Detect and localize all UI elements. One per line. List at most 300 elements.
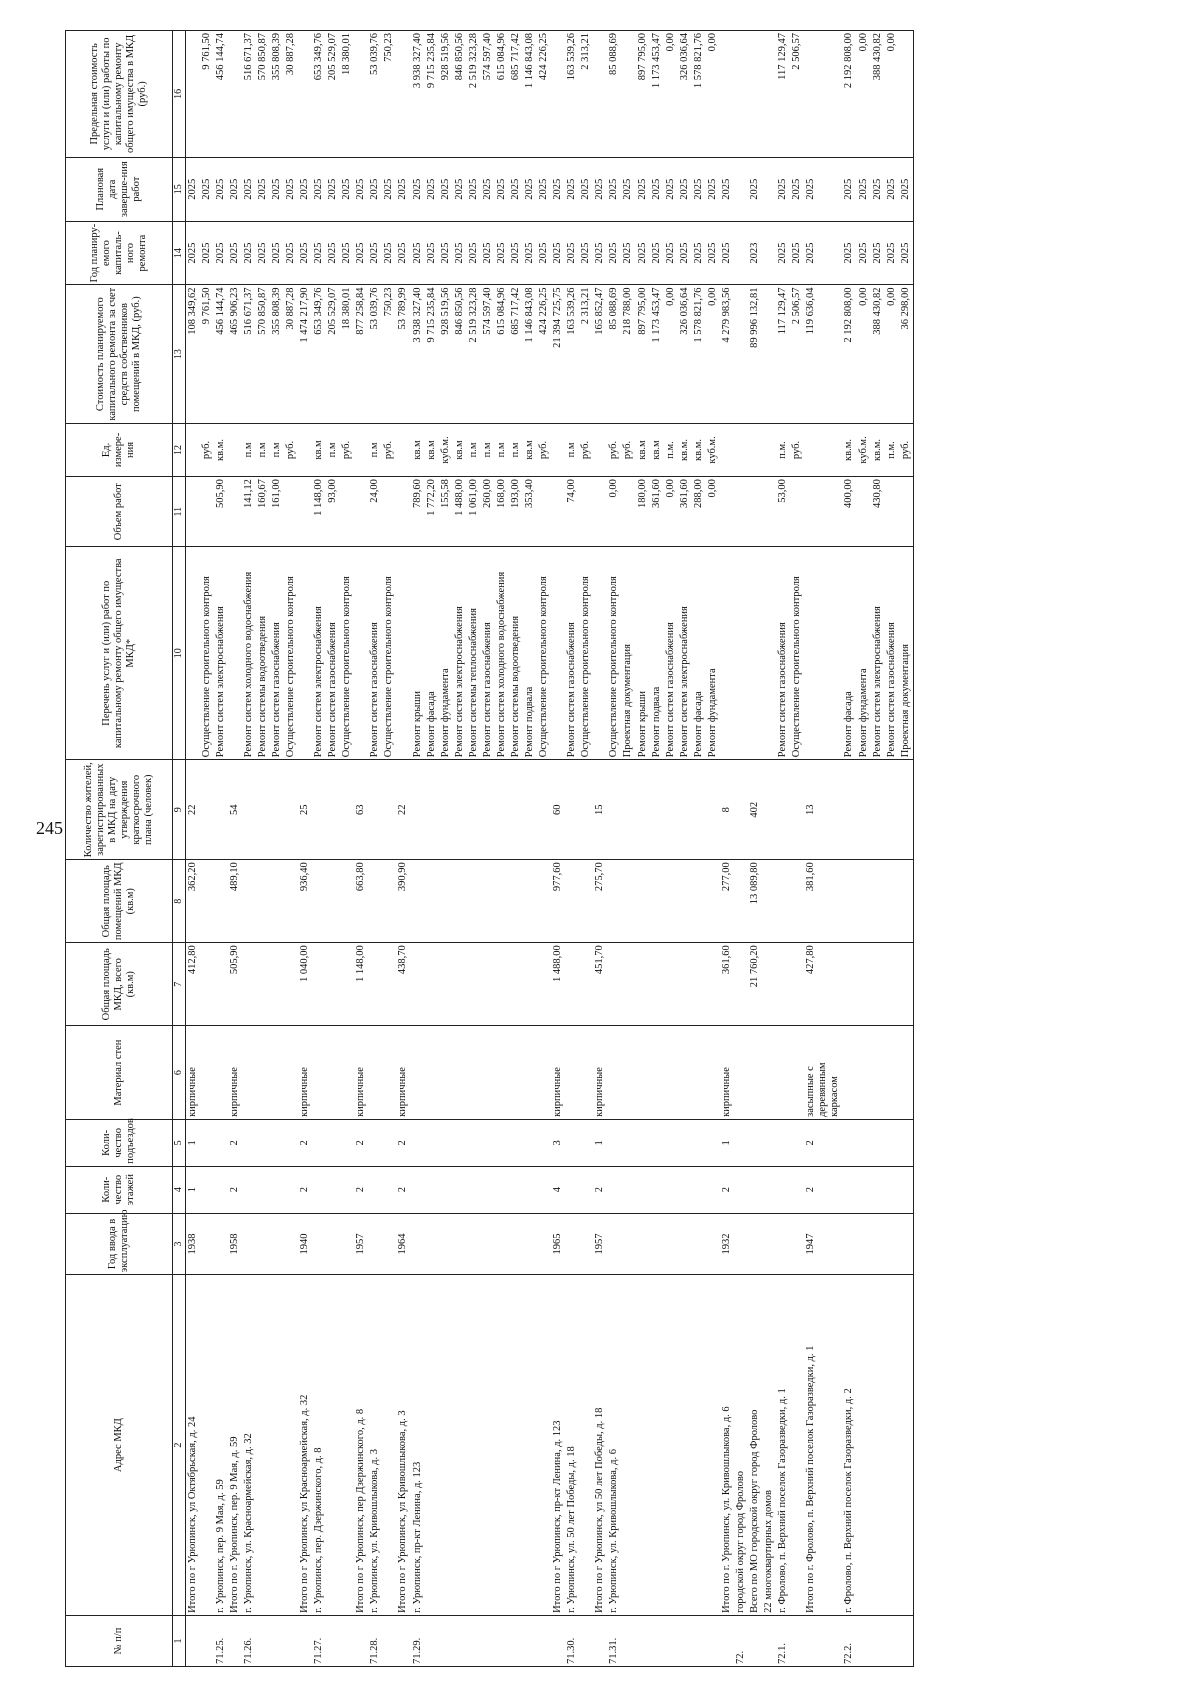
- table-cell: [804, 477, 842, 547]
- table-cell: [664, 1275, 678, 1616]
- table-row: [579, 31, 593, 1667]
- table-cell: 326 036,64: [678, 285, 692, 423]
- table-cell: 2025: [678, 157, 692, 221]
- table-cell: [228, 1615, 242, 1666]
- table-cell: 2025: [298, 157, 312, 221]
- table-cell: 1 040,00: [298, 943, 312, 1026]
- table-cell: [284, 760, 298, 860]
- table-cell: [706, 1026, 720, 1120]
- table-cell: Итого по г Урюпинск, пр-кт Ленина, д. 123: [551, 1275, 565, 1616]
- table-cell: [312, 1026, 326, 1120]
- table-cell: [256, 943, 270, 1026]
- column-number: 5: [173, 1119, 186, 1166]
- table-cell: [734, 1213, 748, 1275]
- table-cell: [425, 1275, 439, 1616]
- table-cell: [692, 1119, 706, 1166]
- table-cell: [298, 423, 312, 476]
- table-cell: 8: [720, 760, 734, 860]
- table-cell: 1965: [551, 1213, 565, 1275]
- table-cell: Ремонт систем газоснабжения: [565, 547, 579, 760]
- table-cell: [270, 943, 284, 1026]
- table-row: [368, 31, 382, 1667]
- table-cell: Итого по г Урюпинск, ул Кривошлыкова, д. 3: [396, 1275, 410, 1616]
- table-cell: [790, 1026, 804, 1120]
- table-cell: Ремонт фундамента: [706, 547, 720, 760]
- table-cell: 2025: [523, 157, 537, 221]
- table-cell: [734, 1166, 748, 1213]
- table-cell: 0,00: [664, 477, 678, 547]
- table-cell: 2 506,57: [790, 285, 804, 423]
- table-cell: [678, 1275, 692, 1616]
- table-cell: 2025: [720, 157, 734, 221]
- table-cell: [565, 760, 579, 860]
- table-cell: п.м: [467, 423, 481, 476]
- table-cell: 36 298,00: [899, 285, 914, 423]
- table-cell: п.м: [495, 423, 509, 476]
- table-cell: [495, 1026, 509, 1120]
- table-cell: [396, 31, 410, 158]
- table-row: [551, 31, 565, 1667]
- table-row: [200, 31, 214, 1667]
- table-cell: [678, 1615, 692, 1666]
- column-header: Материал стен: [66, 1026, 173, 1120]
- table-cell: 1 146 843,08: [523, 31, 537, 158]
- column-number: 2: [173, 1275, 186, 1616]
- column-header: Коли-чество этажей: [66, 1166, 173, 1213]
- table-cell: 2025: [439, 157, 453, 221]
- table-cell: [871, 860, 885, 943]
- table-cell: 2025: [842, 157, 856, 221]
- table-cell: [790, 1213, 804, 1275]
- table-cell: [565, 1166, 579, 1213]
- table-cell: 2025: [804, 157, 842, 221]
- table-cell: [270, 760, 284, 860]
- table-cell: [495, 860, 509, 943]
- table-cell: г. Урюпинск, ул. Кривошлыкова, д. 3: [368, 1275, 382, 1616]
- table-cell: [551, 31, 565, 158]
- table-cell: 30 887,28: [284, 31, 298, 158]
- table-cell: 1958: [228, 1213, 242, 1275]
- table-cell: 2025: [885, 157, 899, 221]
- table-cell: Ремонт систем газоснабжения: [368, 547, 382, 760]
- table-cell: [899, 1213, 914, 1275]
- table-cell: [411, 1166, 425, 1213]
- table-cell: [439, 1615, 453, 1666]
- table-cell: 2025: [284, 157, 298, 221]
- table-cell: 2025: [382, 157, 396, 221]
- table-cell: [340, 1213, 354, 1275]
- table-cell: [607, 1166, 621, 1213]
- table-cell: Ремонт систем холодного водоснабжения: [242, 547, 256, 760]
- table-cell: [242, 1166, 256, 1213]
- table-row: [621, 31, 635, 1667]
- table-cell: п.м: [326, 423, 340, 476]
- table-cell: [340, 1275, 354, 1616]
- column-number: 9: [173, 760, 186, 860]
- table-cell: Ремонт систем газоснабжения: [776, 547, 790, 760]
- table-cell: [790, 1119, 804, 1166]
- table-cell: Ремонт фасада: [842, 547, 856, 760]
- table-cell: [256, 760, 270, 860]
- table-header: [66, 31, 186, 1667]
- table-row: [453, 31, 467, 1667]
- table-cell: [790, 1166, 804, 1213]
- table-cell: 1: [720, 1119, 734, 1166]
- table-cell: [382, 1615, 396, 1666]
- column-number: 11: [173, 477, 186, 547]
- table-cell: 2025: [857, 157, 871, 221]
- table-cell: Ремонт систем электроснабжения: [312, 547, 326, 760]
- table-cell: п.м.: [664, 423, 678, 476]
- table-cell: г. Урюпинск, пр-кт Ленина, д. 123: [411, 1275, 425, 1616]
- table-cell: [368, 860, 382, 943]
- table-cell: [776, 760, 790, 860]
- table-cell: [453, 1213, 467, 1275]
- table-cell: 2: [298, 1166, 312, 1213]
- column-number: 13: [173, 285, 186, 423]
- table-cell: [636, 1026, 650, 1120]
- table-cell: [748, 1119, 762, 1166]
- table-cell: 2025: [340, 221, 354, 285]
- table-cell: 2025: [411, 157, 425, 221]
- table-cell: п.м: [565, 423, 579, 476]
- table-cell: [790, 860, 804, 943]
- table-cell: [899, 1119, 914, 1166]
- table-cell: [593, 423, 607, 476]
- table-cell: [579, 1615, 593, 1666]
- table-cell: кв.м.: [692, 423, 706, 476]
- table-cell: г. Фролово, п. Верхний поселок Газоразведки, д. 2: [842, 1275, 856, 1616]
- table-cell: 2025: [256, 157, 270, 221]
- table-cell: [368, 1166, 382, 1213]
- table-cell: 456 144,74: [214, 31, 228, 158]
- table-cell: [692, 1615, 706, 1666]
- table-cell: [664, 1119, 678, 1166]
- table-cell: 2: [354, 1166, 368, 1213]
- table-cell: [885, 760, 899, 860]
- column-header: Количество жителей, зарегистрированных в МКД на дату утверждения краткосрочного плана (человек): [66, 760, 173, 860]
- table-cell: [284, 1026, 298, 1120]
- table-cell: [871, 1275, 885, 1616]
- table-row: [650, 31, 664, 1667]
- column-header: Стоимость планируемого капитального ремонта за счет средств собственников помещений в МКД, (руб.): [66, 285, 173, 423]
- table-cell: 260,00: [481, 477, 495, 547]
- table-cell: [804, 1615, 842, 1666]
- table-cell: [692, 1026, 706, 1120]
- table-cell: [593, 31, 607, 158]
- table-cell: 3 938 327,40: [411, 31, 425, 158]
- table-cell: 2025: [411, 221, 425, 285]
- table-cell: [270, 1119, 284, 1166]
- table-cell: [871, 1119, 885, 1166]
- table-cell: [242, 1213, 256, 1275]
- table-row: [495, 31, 509, 1667]
- table-cell: 9 761,50: [200, 285, 214, 423]
- table-cell: [899, 1615, 914, 1666]
- table-cell: [664, 1166, 678, 1213]
- table-cell: п.м: [509, 423, 523, 476]
- table-cell: кирпичные: [720, 1026, 734, 1120]
- table-cell: [354, 547, 368, 760]
- table-cell: Ремонт крыши: [636, 547, 650, 760]
- table-cell: [481, 760, 495, 860]
- table-cell: Ремонт систем газоснабжения: [326, 547, 340, 760]
- table-cell: [495, 943, 509, 1026]
- table-cell: [368, 1213, 382, 1275]
- table-cell: [593, 1615, 607, 1666]
- table-cell: [804, 547, 842, 760]
- table-cell: [706, 1119, 720, 1166]
- table-cell: 2: [228, 1119, 242, 1166]
- table-cell: [664, 943, 678, 1026]
- table-cell: [804, 423, 842, 476]
- table-cell: [509, 1119, 523, 1166]
- table-cell: [523, 943, 537, 1026]
- table-cell: [425, 1119, 439, 1166]
- table-cell: [340, 1166, 354, 1213]
- table-cell: [842, 1213, 856, 1275]
- table-cell: 2025: [425, 221, 439, 285]
- table-cell: [242, 860, 256, 943]
- table-cell: Ремонт системы водоотведения: [509, 547, 523, 760]
- table-cell: [368, 1119, 382, 1166]
- table-cell: 2025: [621, 157, 635, 221]
- table-cell: [523, 1275, 537, 1616]
- table-cell: [842, 1166, 856, 1213]
- table-cell: Ремонт подвала: [523, 547, 537, 760]
- table-cell: [762, 31, 776, 158]
- table-cell: [565, 943, 579, 1026]
- table-cell: [776, 1026, 790, 1120]
- table-cell: Всего по МО городской округ город Фролово: [748, 1275, 762, 1616]
- table-cell: Проектная документация: [899, 547, 914, 760]
- table-row: [762, 31, 776, 1667]
- table-cell: [537, 1166, 551, 1213]
- table-cell: 9 761,50: [200, 31, 214, 158]
- table-cell: [692, 1213, 706, 1275]
- table-cell: [425, 1026, 439, 1120]
- table-cell: [200, 1166, 214, 1213]
- table-cell: 2025: [871, 157, 885, 221]
- table-cell: Ремонт фундамента: [857, 547, 871, 760]
- table-cell: 2025: [509, 221, 523, 285]
- table-row: [899, 31, 914, 1667]
- table-cell: [706, 1166, 720, 1213]
- column-header: Ед. измере-ния: [66, 423, 173, 476]
- column-number: 7: [173, 943, 186, 1026]
- table-body: [185, 31, 913, 1667]
- table-cell: Ремонт систем газоснабжения: [885, 547, 899, 760]
- table-cell: [214, 943, 228, 1026]
- table-cell: 489,10: [228, 860, 242, 943]
- table-cell: руб.: [899, 423, 914, 476]
- table-cell: [425, 1615, 439, 1666]
- capital-repair-table: [65, 30, 914, 1667]
- column-number: 3: [173, 1213, 186, 1275]
- table-cell: [790, 477, 804, 547]
- table-cell: [481, 1275, 495, 1616]
- table-cell: 2025: [185, 157, 200, 221]
- table-cell: [340, 860, 354, 943]
- table-cell: 15: [593, 760, 607, 860]
- table-cell: [899, 943, 914, 1026]
- table-cell: 928 519,56: [439, 285, 453, 423]
- table-cell: [885, 1213, 899, 1275]
- table-cell: [762, 1615, 776, 1666]
- table-cell: [382, 1166, 396, 1213]
- table-cell: [467, 1119, 481, 1166]
- table-cell: [495, 1275, 509, 1616]
- table-cell: [509, 1166, 523, 1213]
- table-cell: [621, 943, 635, 1026]
- table-cell: 71.31.: [607, 1615, 621, 1666]
- table-cell: 897 795,00: [636, 31, 650, 158]
- table-cell: [185, 547, 200, 760]
- table-cell: [551, 1615, 565, 1666]
- table-cell: 2025: [453, 221, 467, 285]
- table-cell: г. Урюпинск, ул. 50 лет Победы, д. 18: [565, 1275, 579, 1616]
- table-cell: [650, 1275, 664, 1616]
- table-cell: [200, 760, 214, 860]
- table-cell: 2025: [354, 157, 368, 221]
- table-cell: куб.м.: [857, 423, 871, 476]
- table-cell: [382, 1119, 396, 1166]
- table-cell: [762, 547, 776, 760]
- table-cell: [885, 1026, 899, 1120]
- table-cell: [664, 860, 678, 943]
- table-cell: 13: [804, 760, 842, 860]
- table-cell: [354, 477, 368, 547]
- table-cell: [899, 1166, 914, 1213]
- table-cell: [899, 860, 914, 943]
- table-cell: 2 192 808,00: [842, 31, 856, 158]
- table-cell: 438,70: [396, 943, 410, 1026]
- table-cell: [678, 1166, 692, 1213]
- table-cell: 2025: [368, 157, 382, 221]
- table-cell: 205 529,07: [326, 31, 340, 158]
- table-cell: [607, 1213, 621, 1275]
- table-cell: [509, 943, 523, 1026]
- table-cell: [621, 1166, 635, 1213]
- table-cell: [885, 1166, 899, 1213]
- table-cell: 653 349,76: [312, 285, 326, 423]
- table-cell: [284, 1119, 298, 1166]
- table-cell: [481, 1119, 495, 1166]
- table-cell: кирпичные: [396, 1026, 410, 1120]
- table-cell: 936,40: [298, 860, 312, 943]
- table-cell: 1 146 843,08: [523, 285, 537, 423]
- table-cell: 653 349,76: [312, 31, 326, 158]
- column-number: 10: [173, 547, 186, 760]
- table-cell: 451,70: [593, 943, 607, 1026]
- table-cell: 2: [228, 1166, 242, 1213]
- table-cell: [748, 1615, 762, 1666]
- table-cell: [411, 760, 425, 860]
- table-cell: 390,90: [396, 860, 410, 943]
- table-cell: 2025: [270, 221, 284, 285]
- table-cell: кв.м: [425, 423, 439, 476]
- table-cell: [228, 547, 242, 760]
- table-cell: руб.: [284, 423, 298, 476]
- table-cell: 117 129,47: [776, 31, 790, 158]
- table-row: [678, 31, 692, 1667]
- table-cell: [762, 221, 776, 285]
- table-cell: [396, 423, 410, 476]
- column-number: 14: [173, 221, 186, 285]
- table-cell: 516 671,37: [242, 31, 256, 158]
- table-row: [885, 31, 899, 1667]
- table-cell: 93,00: [326, 477, 340, 547]
- table-cell: 0,00: [706, 477, 720, 547]
- table-cell: 2025: [607, 221, 621, 285]
- table-row: [270, 31, 284, 1667]
- table-cell: 2025: [636, 221, 650, 285]
- table-cell: 2025: [706, 157, 720, 221]
- table-cell: [650, 943, 664, 1026]
- table-cell: [537, 1615, 551, 1666]
- table-cell: [565, 1026, 579, 1120]
- table-cell: [664, 1213, 678, 1275]
- table-cell: 13 089,80: [748, 860, 762, 943]
- table-cell: [621, 860, 635, 943]
- table-cell: 2025: [565, 221, 579, 285]
- table-cell: [621, 31, 635, 158]
- table-cell: [885, 943, 899, 1026]
- table-cell: [842, 760, 856, 860]
- table-cell: [871, 1615, 885, 1666]
- column-number: 15: [173, 157, 186, 221]
- table-cell: [857, 860, 871, 943]
- table-cell: [885, 1119, 899, 1166]
- table-cell: [551, 477, 565, 547]
- document-sheet: [65, 30, 1165, 1667]
- table-cell: [467, 1275, 481, 1616]
- table-cell: [326, 760, 340, 860]
- table-cell: [298, 1615, 312, 1666]
- table-cell: 2025: [871, 221, 885, 285]
- table-cell: [453, 1615, 467, 1666]
- table-cell: [650, 760, 664, 860]
- table-cell: 1 772,20: [425, 477, 439, 547]
- table-cell: [326, 1166, 340, 1213]
- page-number: 245: [36, 818, 63, 838]
- table-cell: [340, 943, 354, 1026]
- table-cell: п.м: [270, 423, 284, 476]
- table-cell: 465 906,23: [228, 285, 242, 423]
- table-cell: 1 173 453,47: [650, 31, 664, 158]
- table-cell: 685 717,42: [509, 31, 523, 158]
- table-cell: [312, 1166, 326, 1213]
- table-cell: Осуществление строительного контроля: [537, 547, 551, 760]
- table-cell: 2: [396, 1166, 410, 1213]
- table-cell: п.м: [256, 423, 270, 476]
- table-cell: 2025: [396, 221, 410, 285]
- table-cell: кв.м.: [871, 423, 885, 476]
- table-cell: [382, 477, 396, 547]
- table-cell: кв.м.: [842, 423, 856, 476]
- table-cell: [340, 1119, 354, 1166]
- table-cell: [481, 943, 495, 1026]
- table-cell: 928 519,56: [439, 31, 453, 158]
- table-cell: куб.м.: [439, 423, 453, 476]
- table-cell: 0,00: [857, 31, 871, 158]
- table-row: [340, 31, 354, 1667]
- table-cell: [899, 31, 914, 158]
- table-cell: [298, 547, 312, 760]
- table-cell: 456 144,74: [214, 285, 228, 423]
- table-cell: [636, 1119, 650, 1166]
- table-cell: [425, 943, 439, 1026]
